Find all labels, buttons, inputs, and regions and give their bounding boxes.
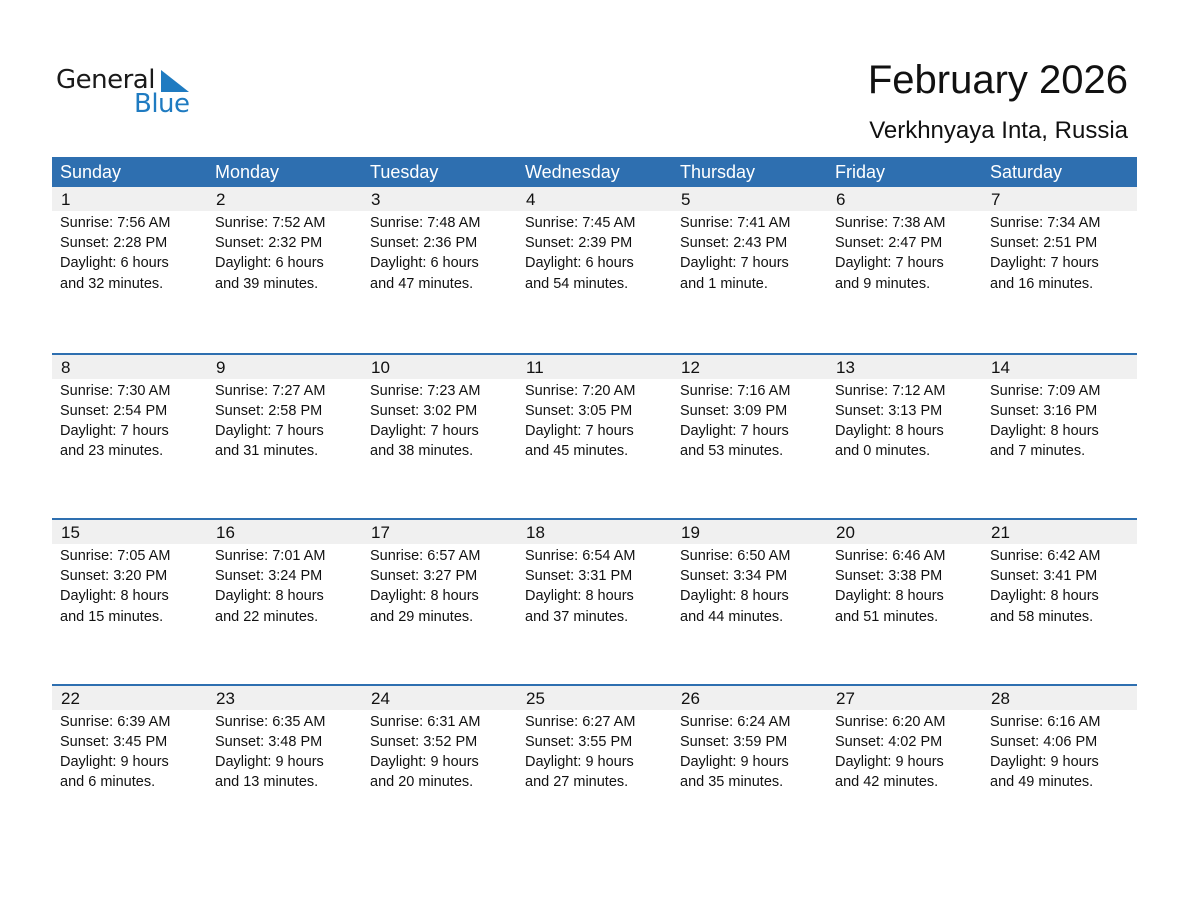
sunrise-time: Sunrise: 6:16 AM (990, 713, 1101, 730)
daylight-minutes: and 44 minutes. (680, 608, 784, 625)
sunset-time: Sunset: 3:31 PM (525, 568, 633, 585)
day-cell (982, 544, 1137, 627)
sunset-time: Sunset: 3:02 PM (370, 402, 478, 419)
sunrise-time: Sunrise: 6:31 AM (370, 713, 481, 730)
weekday-header-tuesday: Tuesday (370, 162, 439, 182)
daylight-hours: Daylight: 7 hours (525, 422, 634, 439)
daylight-hours: Daylight: 8 hours (525, 588, 634, 605)
date-strip (52, 686, 1137, 710)
daylight-hours: Daylight: 8 hours (215, 588, 324, 605)
sunset-time: Sunset: 2:58 PM (215, 402, 323, 419)
day-cell (52, 211, 207, 294)
logo-text-blue: Blue (134, 89, 190, 119)
day-number: 3 (371, 190, 381, 209)
day-number: 28 (991, 688, 1010, 708)
day-cell (52, 710, 207, 793)
sunset-time: Sunset: 3:41 PM (990, 568, 1098, 585)
sunset-time: Sunset: 3:52 PM (370, 733, 478, 750)
sunrise-time: Sunrise: 6:20 AM (835, 713, 946, 730)
day-cell (827, 710, 982, 793)
daylight-minutes: and 51 minutes. (835, 608, 939, 625)
daylight-minutes: and 31 minutes. (215, 443, 319, 460)
sunrise-time: Sunrise: 7:30 AM (60, 382, 171, 399)
day-cell (672, 379, 827, 462)
day-number: 22 (61, 688, 80, 708)
sunrise-time: Sunrise: 7:20 AM (525, 382, 636, 399)
daylight-minutes: and 22 minutes. (215, 608, 319, 625)
daylight-hours: Daylight: 9 hours (835, 753, 944, 770)
day-number: 12 (681, 357, 700, 377)
day-cell (52, 379, 207, 462)
daylight-minutes: and 45 minutes. (525, 443, 629, 460)
daylight-hours: Daylight: 6 hours (370, 255, 479, 272)
daylight-hours: Daylight: 7 hours (60, 422, 169, 439)
day-cell (672, 211, 827, 294)
day-number: 6 (836, 190, 846, 209)
day-cell (827, 379, 982, 462)
day-cell (362, 710, 517, 793)
week-row (52, 187, 1137, 353)
weekday-header-wednesday: Wednesday (525, 162, 620, 182)
logo (56, 64, 196, 120)
sunrise-time: Sunrise: 7:38 AM (835, 215, 946, 231)
day-cell (52, 544, 207, 627)
weekday-header-row (52, 157, 1137, 187)
calendar-grid (52, 157, 1137, 849)
day-number: 19 (681, 523, 700, 542)
sunset-time: Sunset: 3:20 PM (60, 568, 168, 585)
daylight-minutes: and 29 minutes. (370, 608, 474, 625)
day-number: 4 (526, 190, 536, 209)
day-number: 1 (61, 190, 71, 209)
sunrise-time: Sunrise: 7:52 AM (215, 215, 326, 231)
daylight-minutes: and 49 minutes. (990, 774, 1094, 791)
page-title: February 2026 (867, 58, 1128, 102)
day-number: 13 (836, 357, 855, 377)
sunset-time: Sunset: 4:06 PM (990, 733, 1098, 750)
week-row (52, 353, 1137, 519)
day-number: 18 (526, 523, 545, 542)
daylight-minutes: and 53 minutes. (680, 443, 784, 460)
day-cell (517, 379, 672, 462)
day-number: 21 (991, 523, 1010, 542)
day-number: 15 (61, 523, 80, 542)
daylight-minutes: and 35 minutes. (680, 774, 784, 791)
day-cell (517, 710, 672, 793)
weekday-header-monday: Monday (215, 162, 280, 182)
sunset-time: Sunset: 2:28 PM (60, 235, 168, 252)
sunset-time: Sunset: 2:54 PM (60, 402, 168, 419)
daylight-hours: Daylight: 7 hours (680, 255, 789, 272)
daylight-hours: Daylight: 6 hours (60, 255, 169, 272)
daylight-minutes: and 39 minutes. (215, 275, 319, 292)
sunrise-time: Sunrise: 6:39 AM (60, 713, 171, 730)
daylight-hours: Daylight: 8 hours (60, 588, 169, 605)
day-number: 14 (991, 357, 1010, 377)
daylight-hours: Daylight: 8 hours (680, 588, 789, 605)
day-number: 25 (526, 688, 545, 708)
day-cell (362, 379, 517, 462)
daylight-minutes: and 23 minutes. (60, 443, 164, 460)
sunset-time: Sunset: 4:02 PM (835, 733, 943, 750)
sunrise-time: Sunrise: 7:16 AM (680, 382, 791, 399)
daylight-hours: Daylight: 8 hours (990, 422, 1099, 439)
daylight-hours: Daylight: 9 hours (215, 753, 324, 770)
weekday-header-sunday: Sunday (60, 162, 122, 182)
day-number: 11 (526, 357, 544, 377)
day-info-row (52, 544, 1137, 627)
daylight-hours: Daylight: 9 hours (525, 753, 634, 770)
daylight-minutes: and 47 minutes. (370, 275, 474, 292)
daylight-minutes: and 58 minutes. (990, 608, 1094, 625)
sunrise-time: Sunrise: 7:23 AM (370, 382, 481, 399)
day-number: 20 (836, 523, 855, 542)
day-cell (207, 710, 362, 793)
daylight-minutes: and 20 minutes. (370, 774, 474, 791)
day-number: 8 (61, 357, 71, 377)
daylight-hours: Daylight: 7 hours (835, 255, 944, 272)
sunset-time: Sunset: 3:59 PM (680, 733, 788, 750)
daylight-minutes: and 13 minutes. (215, 774, 319, 791)
day-cell (982, 379, 1137, 462)
daylight-minutes: and 15 minutes. (60, 608, 164, 625)
sunrise-time: Sunrise: 7:48 AM (370, 215, 481, 231)
daylight-hours: Daylight: 9 hours (60, 753, 169, 770)
day-cell (207, 211, 362, 294)
daylight-hours: Daylight: 6 hours (525, 255, 634, 272)
sunrise-time: Sunrise: 6:35 AM (215, 713, 326, 730)
sunrise-time: Sunrise: 7:27 AM (215, 382, 326, 399)
sunset-time: Sunset: 2:32 PM (215, 235, 323, 252)
sunrise-time: Sunrise: 7:45 AM (525, 215, 636, 231)
sunset-time: Sunset: 3:27 PM (370, 568, 478, 585)
daylight-minutes: and 38 minutes. (370, 443, 474, 460)
day-cell (517, 211, 672, 294)
daylight-hours: Daylight: 8 hours (990, 588, 1099, 605)
sunset-time: Sunset: 3:55 PM (525, 733, 633, 750)
day-number: 27 (836, 688, 855, 708)
daylight-hours: Daylight: 7 hours (680, 422, 789, 439)
sunrise-time: Sunrise: 7:34 AM (990, 215, 1101, 231)
sunrise-time: Sunrise: 7:05 AM (60, 548, 171, 564)
daylight-minutes: and 54 minutes. (525, 275, 629, 292)
day-number: 24 (371, 688, 390, 708)
sunset-time: Sunset: 3:45 PM (60, 733, 168, 750)
daylight-hours: Daylight: 6 hours (215, 255, 324, 272)
date-strip (52, 520, 1137, 544)
sunset-time: Sunset: 2:43 PM (680, 235, 788, 252)
sunset-time: Sunset: 3:13 PM (835, 402, 943, 419)
week-row (52, 518, 1137, 684)
day-cell (362, 211, 517, 294)
day-number: 2 (216, 190, 226, 209)
sunrise-time: Sunrise: 6:54 AM (525, 548, 636, 564)
sunrise-time: Sunrise: 7:01 AM (215, 548, 326, 564)
sunrise-time: Sunrise: 7:09 AM (990, 382, 1101, 399)
daylight-hours: Daylight: 9 hours (370, 753, 479, 770)
weekday-header-friday: Friday (835, 162, 886, 182)
sunset-time: Sunset: 2:39 PM (525, 235, 633, 252)
day-cell (982, 710, 1137, 793)
sunrise-time: Sunrise: 7:12 AM (835, 382, 946, 399)
sunset-time: Sunset: 3:38 PM (835, 568, 943, 585)
daylight-hours: Daylight: 7 hours (370, 422, 479, 439)
daylight-hours: Daylight: 8 hours (370, 588, 479, 605)
weekday-header-saturday: Saturday (990, 162, 1063, 182)
location-subtitle: Verkhnyaya Inta, Russia (869, 117, 1128, 144)
day-cell (827, 544, 982, 627)
daylight-minutes: and 42 minutes. (835, 774, 939, 791)
day-cell (362, 544, 517, 627)
daylight-minutes: and 32 minutes. (60, 275, 164, 292)
day-cell (207, 544, 362, 627)
day-number: 10 (371, 357, 390, 377)
day-cell (672, 710, 827, 793)
daylight-hours: Daylight: 8 hours (835, 422, 944, 439)
sunset-time: Sunset: 2:51 PM (990, 235, 1098, 252)
date-strip (52, 355, 1137, 379)
day-number: 16 (216, 523, 235, 542)
day-info-row (52, 379, 1137, 462)
day-cell (517, 544, 672, 627)
daylight-minutes: and 0 minutes. (835, 443, 931, 460)
sunset-time: Sunset: 3:16 PM (990, 402, 1098, 419)
daylight-minutes: and 6 minutes. (60, 774, 156, 791)
sunrise-time: Sunrise: 6:24 AM (680, 713, 791, 730)
sunrise-time: Sunrise: 6:57 AM (370, 548, 481, 564)
sunrise-time: Sunrise: 6:46 AM (835, 548, 946, 564)
week-row (52, 684, 1137, 850)
day-number: 23 (216, 688, 235, 708)
sunrise-time: Sunrise: 6:50 AM (680, 548, 791, 564)
date-strip (52, 187, 1137, 211)
daylight-hours: Daylight: 9 hours (990, 753, 1099, 770)
daylight-hours: Daylight: 9 hours (680, 753, 789, 770)
daylight-minutes: and 1 minute. (680, 275, 768, 292)
day-number: 17 (371, 523, 390, 542)
day-info-row (52, 211, 1137, 294)
sunset-time: Sunset: 3:48 PM (215, 733, 323, 750)
sunrise-time: Sunrise: 7:56 AM (60, 215, 171, 231)
sunset-time: Sunset: 2:36 PM (370, 235, 478, 252)
daylight-minutes: and 7 minutes. (990, 443, 1086, 460)
day-cell (827, 211, 982, 294)
calendar-weeks (52, 187, 1137, 849)
day-cell (982, 211, 1137, 294)
sunset-time: Sunset: 3:34 PM (680, 568, 788, 585)
logo-text-general: General (56, 65, 155, 95)
day-number: 5 (681, 190, 691, 209)
daylight-hours: Daylight: 8 hours (835, 588, 944, 605)
sunset-time: Sunset: 3:05 PM (525, 402, 633, 419)
sunrise-time: Sunrise: 6:42 AM (990, 548, 1101, 564)
daylight-minutes: and 27 minutes. (525, 774, 629, 791)
sunrise-time: Sunrise: 6:27 AM (525, 713, 636, 730)
day-cell (207, 379, 362, 462)
daylight-minutes: and 9 minutes. (835, 275, 931, 292)
day-number: 9 (216, 357, 226, 377)
sunset-time: Sunset: 2:47 PM (835, 235, 943, 252)
daylight-hours: Daylight: 7 hours (990, 255, 1099, 272)
day-cell (672, 544, 827, 627)
day-info-row (52, 710, 1137, 793)
daylight-minutes: and 37 minutes. (525, 608, 629, 625)
sunset-time: Sunset: 3:09 PM (680, 402, 788, 419)
day-number: 7 (991, 190, 1001, 209)
sunrise-time: Sunrise: 7:41 AM (680, 215, 791, 231)
sunset-time: Sunset: 3:24 PM (215, 568, 323, 585)
weekday-header-thursday: Thursday (680, 162, 756, 182)
day-number: 26 (681, 688, 700, 708)
daylight-hours: Daylight: 7 hours (215, 422, 324, 439)
daylight-minutes: and 16 minutes. (990, 275, 1094, 292)
